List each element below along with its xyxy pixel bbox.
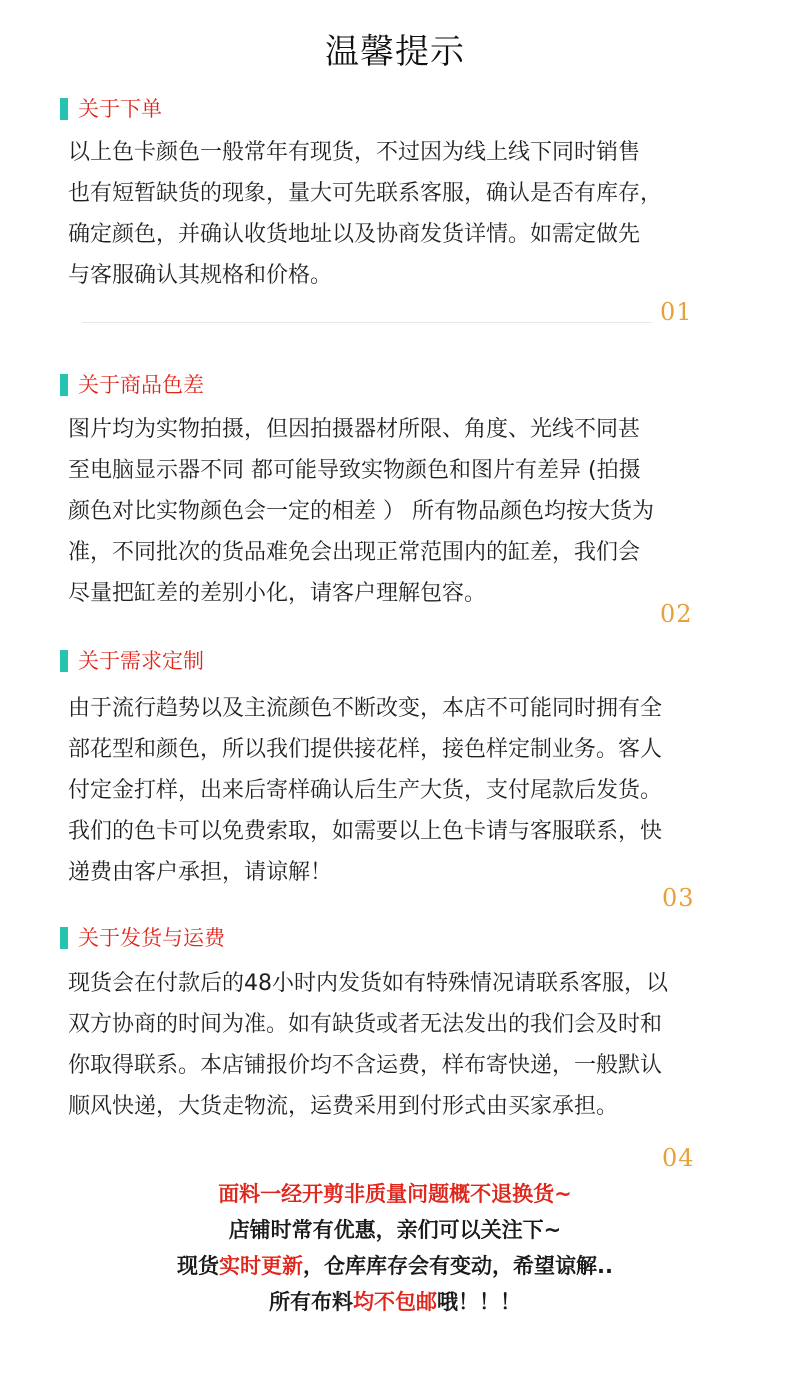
section-number: 02 <box>660 600 693 628</box>
body-line: 顺风快递，大货走物流，运费采用到付形式由买家承担。 <box>68 1094 619 1119</box>
notice-discounts: 店铺时常有优惠，亲们可以关注下~ <box>228 1218 562 1242</box>
notice-line <box>0 1284 790 1320</box>
page-title: 温馨提示 <box>325 32 465 72</box>
section-title: 关于需求定制 <box>78 649 204 673</box>
notice-text: 哦！！！ <box>437 1290 521 1314</box>
divider <box>82 322 652 323</box>
section-body-ordering <box>68 132 728 296</box>
body-line: 现货会在付款后的48小时内发货如有特殊情况请联系客服，以 <box>68 971 668 996</box>
section-marker-icon <box>60 98 68 120</box>
body-line: 也有短暂缺货的现象，量大可先联系客服，确认是否有库存， <box>68 181 663 206</box>
body-line: 至电脑显示器不同 都可能导致实物颜色和图片有差异 (拍摄 <box>68 458 641 483</box>
section-header-ordering <box>60 94 162 124</box>
notice-no-return: 面料一经开剪非质量问题概不退换货~ <box>218 1182 572 1206</box>
body-line: 由于流行趋势以及主流颜色不断改变，本店不可能同时拥有全 <box>68 696 663 721</box>
section-header-customization <box>60 646 204 676</box>
notice-text: 现货 <box>177 1254 220 1278</box>
body-line: 我们的色卡可以免费索取，如需要以上色卡请与客服联系，快 <box>68 819 663 844</box>
body-line: 付定金打样，出来后寄样确认后生产大货，支付尾款后发货。 <box>68 778 663 803</box>
section-body-color-difference <box>68 409 728 614</box>
body-line: 确定颜色，并确认收货地址以及协商发货详情。如需定做先 <box>68 222 641 247</box>
notice-highlight: 实时更新 <box>219 1254 304 1278</box>
body-line: 以上色卡颜色一般常年有现货，不过因为线上线下同时销售 <box>68 140 641 165</box>
section-title: 关于下单 <box>78 97 162 121</box>
notice-highlight: 均不包邮 <box>353 1290 437 1314</box>
body-line: 准，不同批次的货品难免会出现正常范围内的缸差，我们会 <box>68 540 641 565</box>
body-line: 递费由客户承担，请谅解！ <box>68 860 333 885</box>
section-marker-icon <box>60 650 68 672</box>
body-line: 颜色对比实物颜色会一定的相差 ） 所有物品颜色均按大货为 <box>68 499 654 524</box>
section-number: 04 <box>662 1144 695 1172</box>
body-line: 双方协商的时间为准。如有缺货或者无法发出的我们会及时和 <box>68 1012 663 1037</box>
section-number: 01 <box>660 298 693 326</box>
body-line: 部花型和颜色，所以我们提供接花样，接色样定制业务。客人 <box>68 737 663 762</box>
section-number: 03 <box>662 884 695 912</box>
section-body-shipping <box>68 963 728 1127</box>
bottom-notice <box>0 1176 790 1320</box>
body-line: 图片均为实物拍摄，但因拍摄器材所限、角度、光线不同甚 <box>68 417 641 442</box>
section-body-customization <box>68 688 728 893</box>
section-marker-icon <box>60 927 68 949</box>
body-line: 与客服确认其规格和价格。 <box>68 263 333 288</box>
section-marker-icon <box>60 374 68 396</box>
section-header-shipping <box>60 923 225 953</box>
body-line: 尽量把缸差的差别小化，请客户理解包容。 <box>68 581 487 606</box>
section-title: 关于商品色差 <box>78 373 204 397</box>
notice-line <box>0 1248 790 1284</box>
section-title: 关于发货与运费 <box>78 926 225 950</box>
notice-text: 所有布料 <box>269 1290 353 1314</box>
notice-text: ，仓库库存会有变动，希望谅解.. <box>303 1254 613 1278</box>
notice-line <box>0 1212 790 1248</box>
body-line: 你取得联系。本店铺报价均不含运费，样布寄快递，一般默认 <box>68 1053 663 1078</box>
section-header-color-difference <box>60 370 204 400</box>
notice-line <box>0 1176 790 1212</box>
